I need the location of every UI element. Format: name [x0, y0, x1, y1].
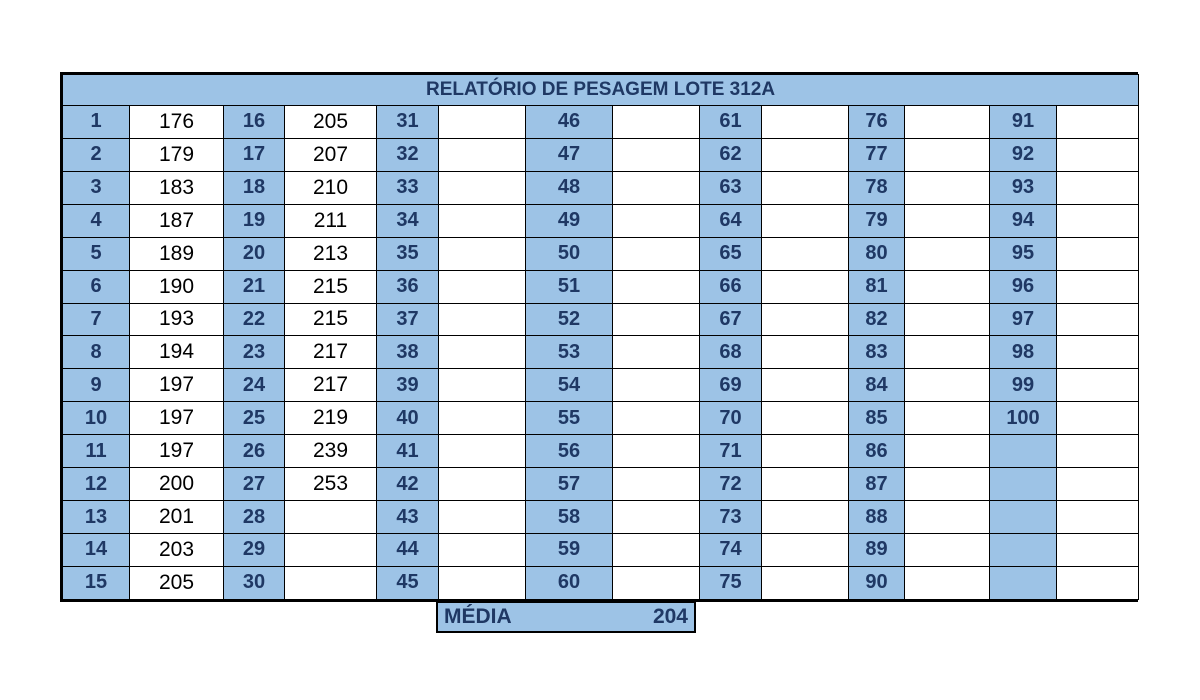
animal-number-cell: 69: [700, 369, 762, 402]
weight-cell: [762, 106, 849, 139]
animal-number-cell: 51: [526, 270, 613, 303]
weight-cell: 201: [130, 501, 224, 534]
weight-cell: [1057, 204, 1139, 237]
animal-number-cell: 93: [990, 171, 1057, 204]
weight-cell: 239: [285, 435, 377, 468]
animal-number-cell: 18: [224, 171, 285, 204]
weight-cell: 197: [130, 435, 224, 468]
animal-number-cell: 34: [377, 204, 439, 237]
media-label: MÉDIA: [444, 605, 512, 628]
weight-cell: [762, 336, 849, 369]
weight-cell: [613, 533, 700, 566]
weight-cell: 194: [130, 336, 224, 369]
animal-number-cell: 68: [700, 336, 762, 369]
animal-number-cell: 45: [377, 566, 439, 599]
weight-cell: [439, 106, 526, 139]
animal-number-cell: 9: [63, 369, 130, 402]
table-row: [63, 204, 1139, 237]
weight-cell: [762, 303, 849, 336]
weighing-report: [60, 72, 1138, 602]
report-title: RELATÓRIO DE PESAGEM LOTE 312A: [63, 75, 1139, 106]
weight-cell: [1057, 369, 1139, 402]
weight-cell: [905, 270, 990, 303]
weight-cell: [762, 402, 849, 435]
animal-number-cell: 14: [63, 533, 130, 566]
animal-number-cell: 70: [700, 402, 762, 435]
weight-cell: [905, 303, 990, 336]
animal-number-cell: 74: [700, 533, 762, 566]
weight-cell: [613, 336, 700, 369]
animal-number-cell: 96: [990, 270, 1057, 303]
animal-number-cell: 60: [526, 566, 613, 599]
animal-number-cell: 37: [377, 303, 439, 336]
animal-number-cell: 5: [63, 237, 130, 270]
table-row: [63, 138, 1139, 171]
weight-cell: [905, 138, 990, 171]
weight-cell: [905, 501, 990, 534]
weight-cell: [613, 566, 700, 599]
weight-cell: 215: [285, 270, 377, 303]
weighing-table: [62, 74, 1139, 600]
weight-cell: [1057, 566, 1139, 599]
table-row: [63, 468, 1139, 501]
weight-cell: 210: [285, 171, 377, 204]
animal-number-cell: [990, 501, 1057, 534]
animal-number-cell: 43: [377, 501, 439, 534]
weight-cell: 205: [285, 106, 377, 139]
weight-cell: 193: [130, 303, 224, 336]
weight-cell: [1057, 468, 1139, 501]
animal-number-cell: 85: [849, 402, 905, 435]
animal-number-cell: 59: [526, 533, 613, 566]
weight-cell: [1057, 270, 1139, 303]
animal-number-cell: 54: [526, 369, 613, 402]
title-row: [63, 75, 1139, 106]
weight-cell: [439, 533, 526, 566]
table-row: [63, 501, 1139, 534]
animal-number-cell: 21: [224, 270, 285, 303]
animal-number-cell: 77: [849, 138, 905, 171]
animal-number-cell: 87: [849, 468, 905, 501]
animal-number-cell: 7: [63, 303, 130, 336]
animal-number-cell: 78: [849, 171, 905, 204]
animal-number-cell: 72: [700, 468, 762, 501]
weight-cell: 197: [130, 402, 224, 435]
weight-cell: [905, 566, 990, 599]
weight-cell: 203: [130, 533, 224, 566]
animal-number-cell: 98: [990, 336, 1057, 369]
animal-number-cell: [990, 468, 1057, 501]
media-box: [436, 601, 696, 633]
animal-number-cell: 100: [990, 402, 1057, 435]
weight-cell: [439, 501, 526, 534]
weight-cell: [439, 468, 526, 501]
weight-cell: [762, 237, 849, 270]
animal-number-cell: [990, 533, 1057, 566]
animal-number-cell: 22: [224, 303, 285, 336]
animal-number-cell: 27: [224, 468, 285, 501]
weight-cell: [762, 533, 849, 566]
weight-cell: [439, 171, 526, 204]
weight-cell: [762, 171, 849, 204]
weight-cell: [1057, 106, 1139, 139]
weight-cell: [439, 138, 526, 171]
weight-cell: [613, 402, 700, 435]
animal-number-cell: 26: [224, 435, 285, 468]
weight-cell: [905, 106, 990, 139]
weight-cell: [762, 369, 849, 402]
animal-number-cell: 20: [224, 237, 285, 270]
animal-number-cell: 95: [990, 237, 1057, 270]
animal-number-cell: 55: [526, 402, 613, 435]
animal-number-cell: 29: [224, 533, 285, 566]
table-row: [63, 270, 1139, 303]
weight-cell: [905, 435, 990, 468]
weight-cell: 217: [285, 369, 377, 402]
animal-number-cell: 48: [526, 171, 613, 204]
animal-number-cell: 92: [990, 138, 1057, 171]
table-row: [63, 369, 1139, 402]
weight-cell: [439, 336, 526, 369]
animal-number-cell: 76: [849, 106, 905, 139]
animal-number-cell: 57: [526, 468, 613, 501]
weight-cell: [613, 369, 700, 402]
weight-cell: [439, 303, 526, 336]
animal-number-cell: 71: [700, 435, 762, 468]
animal-number-cell: 38: [377, 336, 439, 369]
animal-number-cell: 88: [849, 501, 905, 534]
weight-cell: 187: [130, 204, 224, 237]
animal-number-cell: 8: [63, 336, 130, 369]
animal-number-cell: 10: [63, 402, 130, 435]
animal-number-cell: 16: [224, 106, 285, 139]
animal-number-cell: 23: [224, 336, 285, 369]
animal-number-cell: 6: [63, 270, 130, 303]
animal-number-cell: 79: [849, 204, 905, 237]
weight-cell: [285, 533, 377, 566]
weight-cell: 205: [130, 566, 224, 599]
weight-cell: [439, 237, 526, 270]
weight-cell: [285, 566, 377, 599]
animal-number-cell: 73: [700, 501, 762, 534]
weight-cell: [905, 468, 990, 501]
animal-number-cell: 13: [63, 501, 130, 534]
animal-number-cell: 56: [526, 435, 613, 468]
weight-cell: [762, 270, 849, 303]
weight-cell: [762, 138, 849, 171]
animal-number-cell: 40: [377, 402, 439, 435]
weight-cell: [613, 468, 700, 501]
animal-number-cell: 86: [849, 435, 905, 468]
weight-cell: [905, 171, 990, 204]
animal-number-cell: 39: [377, 369, 439, 402]
animal-number-cell: 4: [63, 204, 130, 237]
animal-number-cell: 2: [63, 138, 130, 171]
animal-number-cell: 81: [849, 270, 905, 303]
animal-number-cell: 80: [849, 237, 905, 270]
weight-cell: [613, 237, 700, 270]
animal-number-cell: 31: [377, 106, 439, 139]
animal-number-cell: 83: [849, 336, 905, 369]
animal-number-cell: 53: [526, 336, 613, 369]
animal-number-cell: 33: [377, 171, 439, 204]
weight-cell: [613, 138, 700, 171]
weight-cell: [613, 435, 700, 468]
weight-cell: [1057, 402, 1139, 435]
animal-number-cell: 15: [63, 566, 130, 599]
weight-cell: [1057, 336, 1139, 369]
animal-number-cell: 66: [700, 270, 762, 303]
animal-number-cell: 35: [377, 237, 439, 270]
animal-number-cell: 19: [224, 204, 285, 237]
animal-number-cell: 41: [377, 435, 439, 468]
weight-cell: 211: [285, 204, 377, 237]
weight-cell: [439, 566, 526, 599]
animal-number-cell: 28: [224, 501, 285, 534]
animal-number-cell: 1: [63, 106, 130, 139]
weight-cell: 176: [130, 106, 224, 139]
animal-number-cell: 49: [526, 204, 613, 237]
weight-cell: [439, 270, 526, 303]
weight-cell: 179: [130, 138, 224, 171]
weight-cell: [1057, 138, 1139, 171]
animal-number-cell: 89: [849, 533, 905, 566]
weight-cell: 217: [285, 336, 377, 369]
animal-number-cell: 47: [526, 138, 613, 171]
weight-cell: 213: [285, 237, 377, 270]
animal-number-cell: 99: [990, 369, 1057, 402]
animal-number-cell: 62: [700, 138, 762, 171]
table-row: [63, 435, 1139, 468]
weight-cell: 219: [285, 402, 377, 435]
weight-cell: [1057, 237, 1139, 270]
animal-number-cell: 97: [990, 303, 1057, 336]
weight-cell: [613, 270, 700, 303]
animal-number-cell: 36: [377, 270, 439, 303]
animal-number-cell: 82: [849, 303, 905, 336]
weight-cell: [439, 435, 526, 468]
animal-number-cell: 52: [526, 303, 613, 336]
weight-cell: 200: [130, 468, 224, 501]
media-value: 204: [652, 605, 688, 628]
weight-cell: [613, 303, 700, 336]
animal-number-cell: 90: [849, 566, 905, 599]
animal-number-cell: 58: [526, 501, 613, 534]
animal-number-cell: 64: [700, 204, 762, 237]
weight-cell: [285, 501, 377, 534]
weight-cell: [762, 566, 849, 599]
animal-number-cell: 17: [224, 138, 285, 171]
weight-cell: [1057, 303, 1139, 336]
animal-number-cell: 65: [700, 237, 762, 270]
animal-number-cell: [990, 566, 1057, 599]
animal-number-cell: 42: [377, 468, 439, 501]
animal-number-cell: 11: [63, 435, 130, 468]
animal-number-cell: 75: [700, 566, 762, 599]
weight-cell: [439, 369, 526, 402]
table-row: [63, 106, 1139, 139]
table-row: [63, 533, 1139, 566]
weight-cell: [905, 204, 990, 237]
weight-cell: 190: [130, 270, 224, 303]
weight-cell: [613, 204, 700, 237]
weight-cell: [613, 171, 700, 204]
animal-number-cell: 63: [700, 171, 762, 204]
animal-number-cell: 67: [700, 303, 762, 336]
table-row: [63, 303, 1139, 336]
weight-cell: [439, 204, 526, 237]
weight-cell: [613, 106, 700, 139]
weight-cell: [1057, 171, 1139, 204]
weight-cell: [613, 501, 700, 534]
weight-cell: [1057, 533, 1139, 566]
table-row: [63, 237, 1139, 270]
weight-cell: [762, 501, 849, 534]
animal-number-cell: 46: [526, 106, 613, 139]
animal-number-cell: 91: [990, 106, 1057, 139]
table-row: [63, 171, 1139, 204]
weight-cell: 215: [285, 303, 377, 336]
weight-cell: [905, 336, 990, 369]
animal-number-cell: 94: [990, 204, 1057, 237]
animal-number-cell: 61: [700, 106, 762, 139]
weight-cell: [1057, 435, 1139, 468]
weight-cell: [905, 402, 990, 435]
weight-cell: [762, 468, 849, 501]
weight-cell: [1057, 501, 1139, 534]
table-row: [63, 336, 1139, 369]
animal-number-cell: 25: [224, 402, 285, 435]
animal-number-cell: 50: [526, 237, 613, 270]
weight-cell: [905, 237, 990, 270]
weight-cell: 207: [285, 138, 377, 171]
animal-number-cell: 12: [63, 468, 130, 501]
table-row: [63, 566, 1139, 599]
animal-number-cell: 24: [224, 369, 285, 402]
weight-cell: 253: [285, 468, 377, 501]
weight-cell: [762, 204, 849, 237]
weight-cell: 197: [130, 369, 224, 402]
animal-number-cell: 30: [224, 566, 285, 599]
animal-number-cell: 44: [377, 533, 439, 566]
weight-cell: [905, 369, 990, 402]
animal-number-cell: 32: [377, 138, 439, 171]
animal-number-cell: 84: [849, 369, 905, 402]
weight-cell: 183: [130, 171, 224, 204]
weight-cell: 189: [130, 237, 224, 270]
weight-cell: [439, 402, 526, 435]
weight-cell: [905, 533, 990, 566]
weight-cell: [762, 435, 849, 468]
animal-number-cell: 3: [63, 171, 130, 204]
animal-number-cell: [990, 435, 1057, 468]
table-row: [63, 402, 1139, 435]
